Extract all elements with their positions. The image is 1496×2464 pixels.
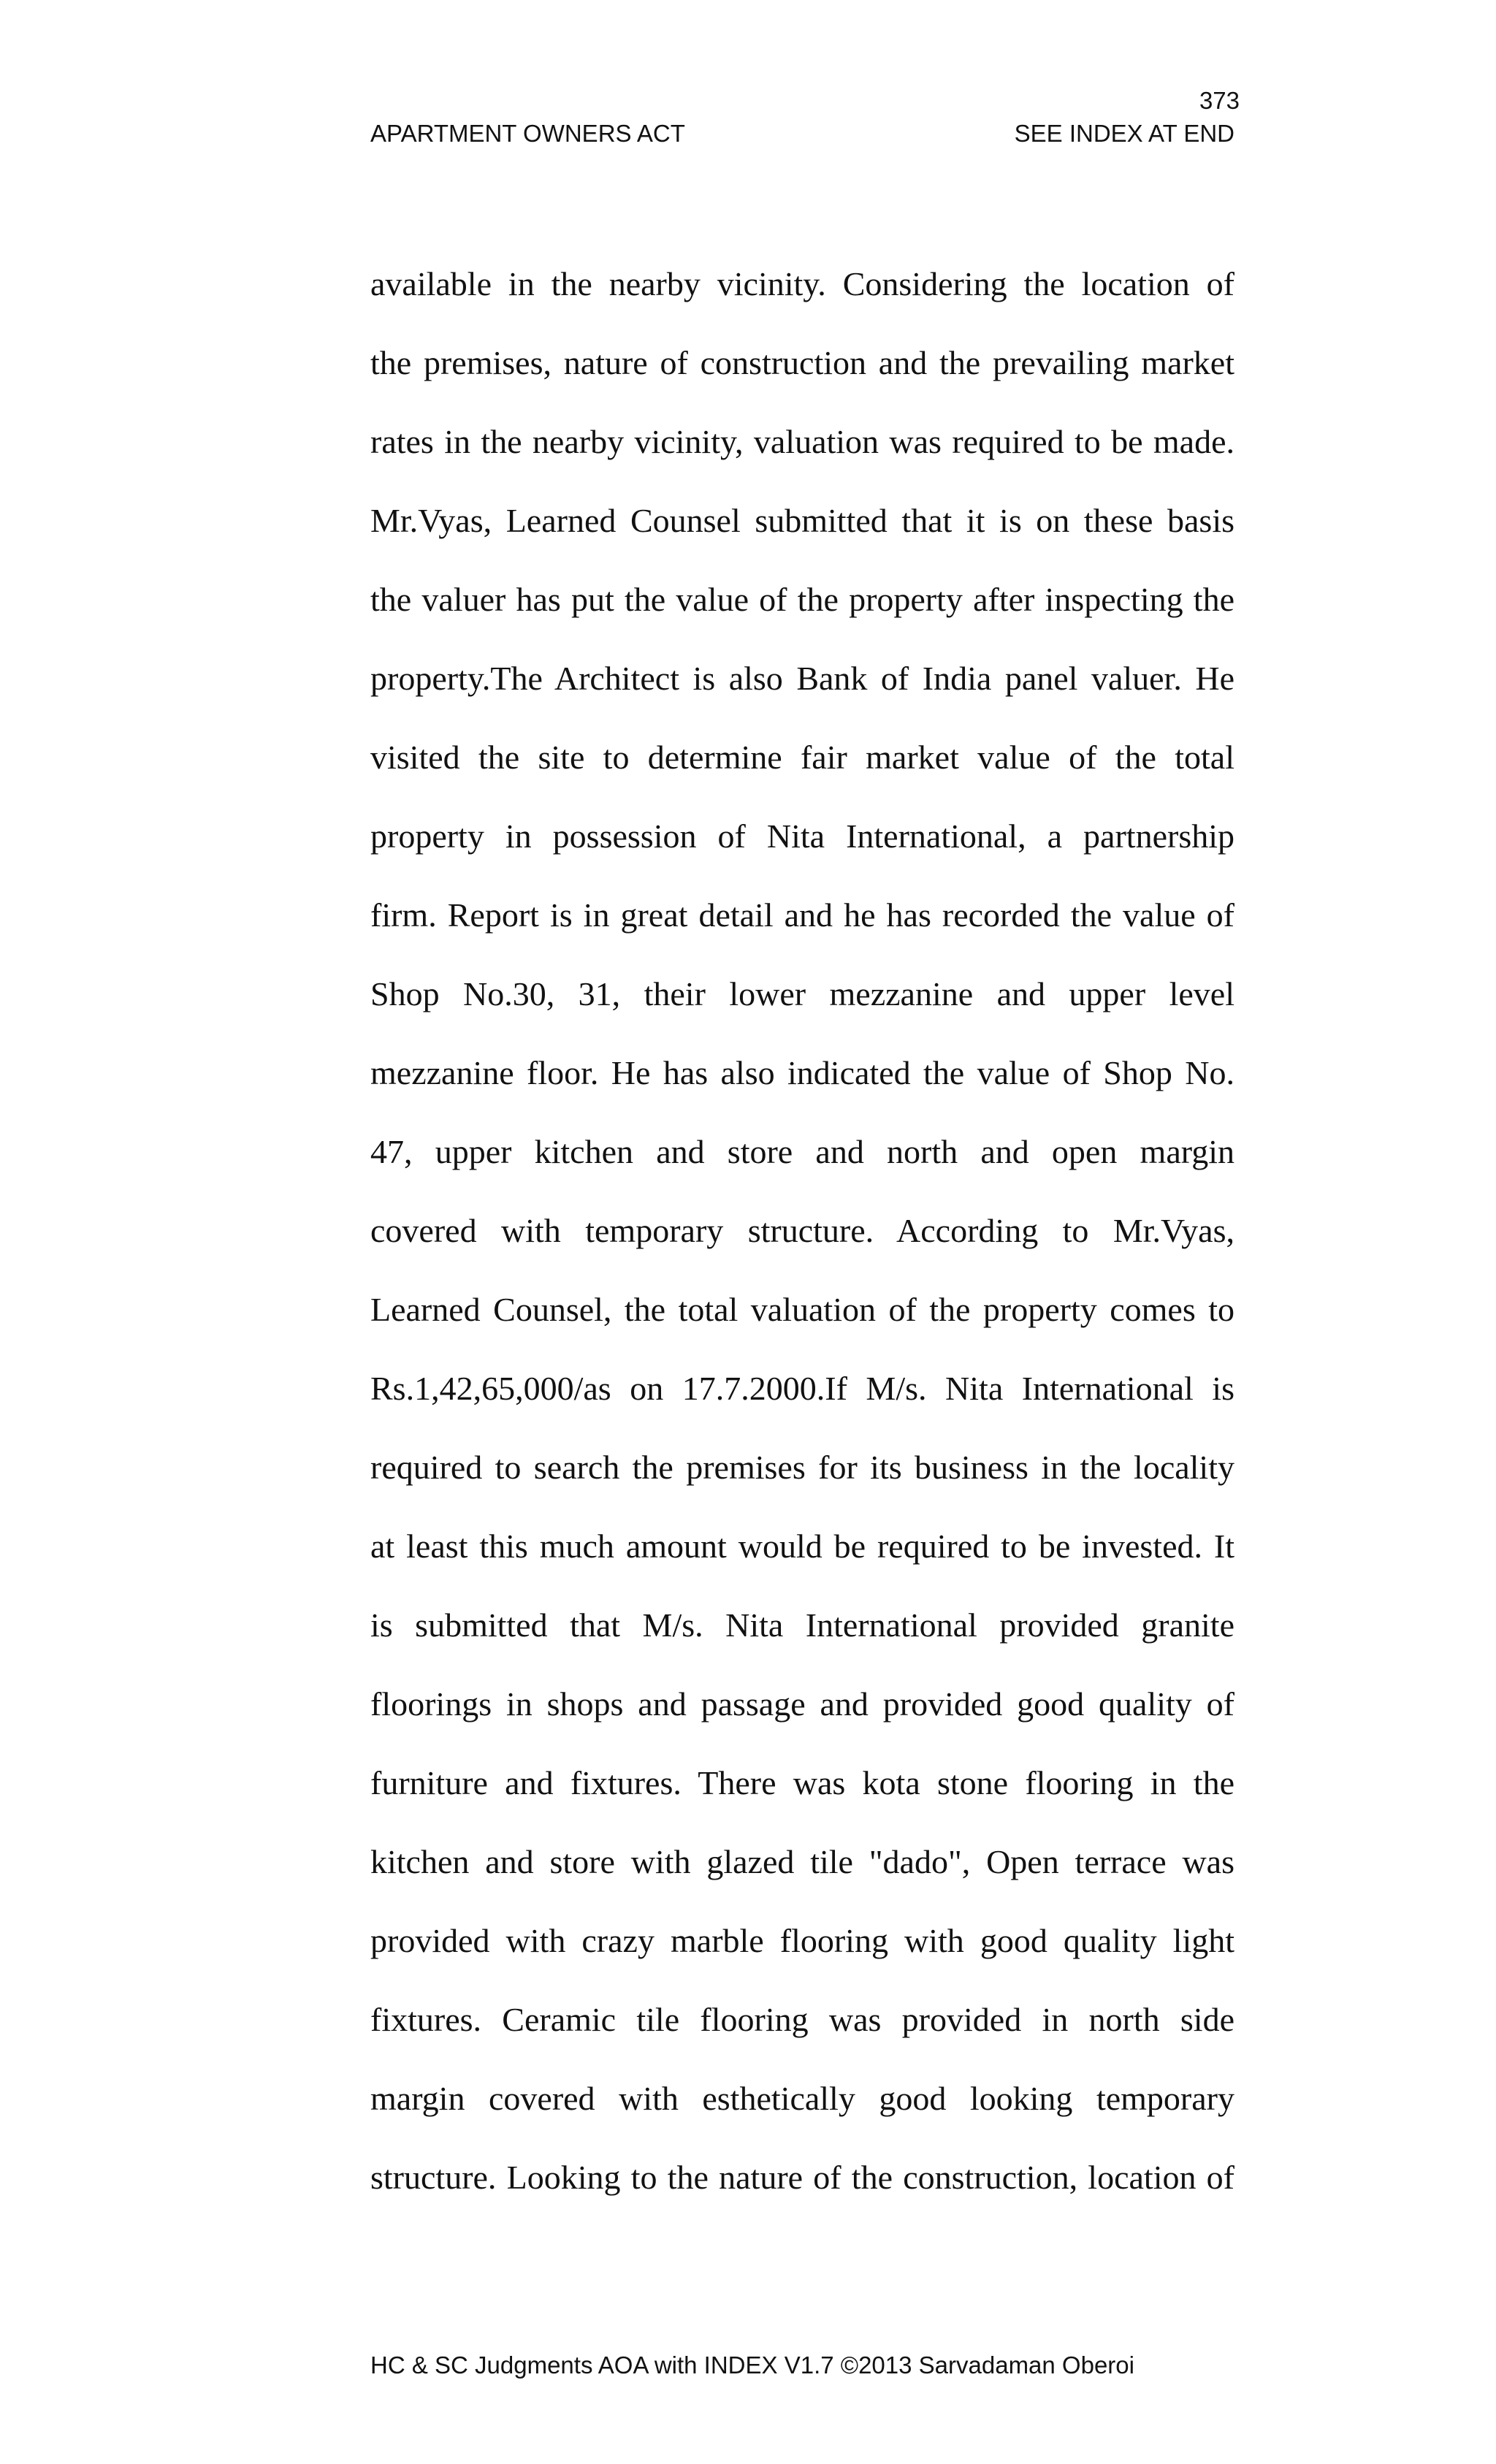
text-line: mezzanine floor. He has also indicated the value of Shop No. <box>370 1054 1234 1091</box>
text-line: at least this much amount would be required to be invested. It <box>370 1527 1234 1565</box>
text-line: provided with crazy marble flooring with good quality light <box>370 1922 1234 1959</box>
text-line: structure. Looking to the nature of the construction, location of <box>370 2159 1234 2196</box>
text-line: the valuer has put the value of the property after inspecting the <box>370 581 1234 618</box>
header-left-title: APARTMENT OWNERS ACT <box>370 120 685 147</box>
text-line: Mr.Vyas, Learned Counsel submitted that it is on these basis <box>370 502 1234 539</box>
text-line: required to search the premises for its business in the locality <box>370 1449 1234 1486</box>
text-line: rates in the nearby vicinity, valuation was required to be made. <box>370 423 1234 460</box>
text-line: Shop No.30, 31, their lower mezzanine and upper level <box>370 975 1234 1012</box>
text-line: 47, upper kitchen and store and north and open margin <box>370 1133 1234 1170</box>
running-header <box>370 119 1234 148</box>
text-line: the premises, nature of construction and the prevailing market <box>370 344 1234 381</box>
page-number: 373 <box>1199 87 1240 114</box>
text-line: Rs.1,42,65,000/as on 17.7.2000.If M/s. Nita International is <box>370 1370 1234 1407</box>
header-right-note: SEE INDEX AT END <box>1014 120 1234 147</box>
text-line: available in the nearby vicinity. Considering the location of <box>370 265 1234 302</box>
text-line: furniture and fixtures. There was kota stone flooring in the <box>370 1764 1234 1801</box>
text-line: firm. Report is in great detail and he has recorded the value of <box>370 896 1234 934</box>
running-footer: HC & SC Judgments AOA with INDEX V1.7 ©2013 Sarvadaman Oberoi <box>370 2352 1134 2379</box>
text-line: kitchen and store with glazed tile "dado", Open terrace was <box>370 1843 1234 1880</box>
text-line: property in possession of Nita International, a partnership <box>370 817 1234 855</box>
text-line: covered with temporary structure. According to Mr.Vyas, <box>370 1212 1234 1249</box>
text-line: fixtures. Ceramic tile flooring was provided in north side <box>370 2001 1234 2038</box>
text-line: margin covered with esthetically good looking temporary <box>370 2080 1234 2117</box>
text-line: Learned Counsel, the total valuation of the property comes to <box>370 1291 1234 1328</box>
text-line: is submitted that M/s. Nita International provided granite <box>370 1606 1234 1644</box>
body-text <box>370 259 1234 2232</box>
text-line: property.The Architect is also Bank of India panel valuer. He <box>370 660 1234 697</box>
text-line: visited the site to determine fair market value of the total <box>370 739 1234 776</box>
text-line: floorings in shops and passage and provided good quality of <box>370 1685 1234 1723</box>
